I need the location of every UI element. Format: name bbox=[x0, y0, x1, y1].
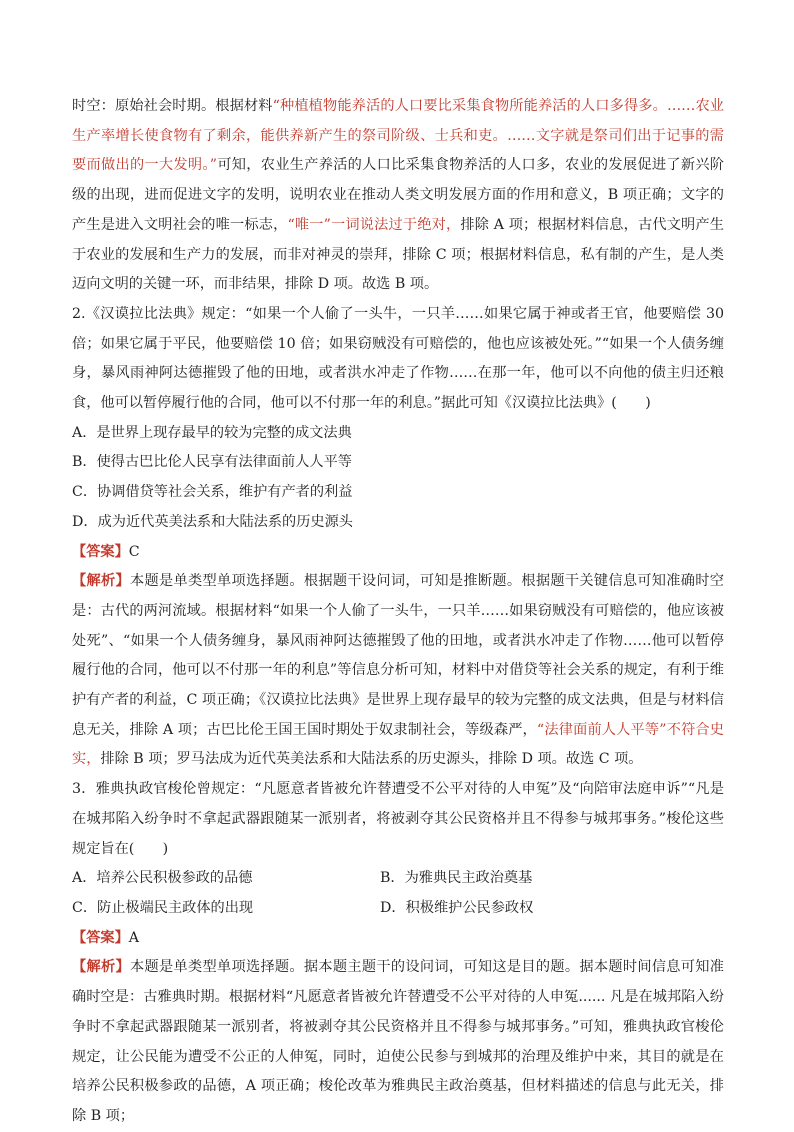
q3-answer bbox=[72, 924, 724, 954]
analysis-tag: 【解析】 bbox=[72, 573, 130, 590]
q2-option-d: D．成为近代英美法系和大陆法系的历史源头 bbox=[72, 513, 353, 530]
highlighted-note: “唯一”一词说法过于绝对， bbox=[287, 216, 461, 233]
quoted-material: “种植植物能养活的人口要比采集食物所能养活的人口多得多。……农业生产率增长使食物有了剩余，能供养新产生的祭司阶级、士兵和吏。……文字就是祭司们出于记事的需要而做出的一大发明。” bbox=[72, 98, 724, 174]
answer-value: C bbox=[128, 543, 140, 560]
document-page bbox=[72, 92, 724, 1132]
q3-analysis bbox=[72, 953, 724, 1131]
analysis-text: 可知，农业生产养活的人口比采集食物养活的人口多，农业的发展促进了新兴阶级的出现，进而促进文字的发明，说明农业在推动人类文明发展方面的作用和意义，B 项正确；文字的产生是进入文明社会的唯一标志， bbox=[72, 157, 724, 233]
q3-option-a: A．培养公民积极参政的品德 bbox=[72, 870, 253, 887]
q3-option-d: D．积极维护公民参政权 bbox=[380, 899, 534, 916]
analysis-text: 排除 A 项；根据材料信息，古代文明产生于农业的发展和生产力的发展，而非对神灵的崇拜，排除 C 项；根据材料信息，私有制的产生，是人类迈向文明的关键一环，而非结果，排除 D 项。故选 B 项。 bbox=[72, 216, 724, 293]
q2-option-c: C．协调借贷等社会关系，维护有产者的利益 bbox=[72, 484, 353, 501]
analysis-text: 本题是单类型单项选择题。根据题干设问词，可知是推断题。根据题干关键信息可知准确时空是：古代的两河流域。根据材料“如果一个人偷了一头牛，一只羊……如果窃贼没有可赔偿的，他应该被处死”、“如果一个人债务缠身，暴风雨神阿达德摧毁了他的田地，或者洪水冲走了作物……他可以暂停履行他的合同，他可以不付那一年的利息”等信息分析可知，材料中对借贷等社会关系的规定，有利于维护有产者的利益，C 项正确；《汉谟拉比法典》是世界上现存最早的较为完整的成文法典，但是与材料信息无关，排除 A 项；古巴比伦王国王国时期处于奴隶制社会，等级森严， bbox=[72, 573, 724, 738]
q2-option-b: B．使得古巴比伦人民享有法律面前人人平等 bbox=[72, 454, 352, 471]
q3-options-row-1 bbox=[72, 864, 724, 894]
q2-analysis bbox=[72, 567, 724, 775]
q3-option-c: C．防止极端民主政体的出现 bbox=[72, 899, 254, 916]
q3-options-row-2 bbox=[72, 894, 724, 924]
q2-option-a: A．是世界上现存最早的较为完整的成文法典 bbox=[72, 424, 352, 441]
q3-option-b: B．为雅典民主政治奠基 bbox=[380, 870, 533, 887]
highlighted-note: “法律面前人人平等”不符合史实， bbox=[72, 721, 724, 768]
q2-stem: 2.《汉谟拉比法典》规定：“如果一个人偷了一头牛，一只羊……如果它属于神或者王官，他要赔偿 30 倍；如果它属于平民，他要赔偿 10 倍；如果窃贼没有可赔偿的，他也应该被处死。”“如果一个人债务缠身，暴风雨神阿达德摧毁了他的田地，或者洪水冲走了作物……在那一年，他可以不向他的债主归还粮食，他可以暂停履行他的合同，他可以不付那一年的利息。”据此可知《汉谟拉比法典》( ) bbox=[72, 305, 724, 412]
answer-tag: 【答案】 bbox=[72, 929, 129, 946]
analysis-tag: 【解析】 bbox=[72, 959, 130, 976]
answer-value: A bbox=[128, 929, 140, 946]
q2-answer bbox=[72, 538, 724, 568]
q3-stem: 3．雅典执政官梭伦曾规定：“凡愿意者皆被允许替遭受不公平对待的人申冤”及“向陪审法庭申诉”“凡是在城邦陷入纷争时不拿起武器跟随某一派别者，将被剥夺其公民资格并且不得参与城邦事务。”梭伦这些规定旨在( ) bbox=[72, 781, 724, 857]
analysis-text: 时空：原始社会时期。根据材料 bbox=[72, 98, 273, 114]
analysis-text: 排除 B 项；罗马法成为近代英美法系和大陆法系的历史源头，排除 D 项。故选 C 项。 bbox=[100, 751, 643, 768]
analysis-text: 本题是单类型单项选择题。据本题主题干的设问词，可知这是目的题。据本题时间信息可知准确时空是：古雅典时期。根据材料“凡愿意者皆被允许替遭受不公平对待的人申冤...... 凡是在城邦陷入纷争时不拿起武器跟随某一派别者，将被剥夺其公民资格并且不得参与城邦事务。”可知，雅典执政官梭伦规定，让公民能为遭受不公正的人伸冤，同时，迫使公民参与到城邦的治理及维护中来，其目的就是在培养公民积极参政的品德，A 项正确；梭伦改革为雅典民主政治奠基，但材料描述的信息与此无关，排除 B 项； bbox=[72, 959, 724, 1124]
q1-analysis-continued bbox=[72, 92, 724, 300]
answer-tag: 【答案】 bbox=[72, 543, 129, 560]
